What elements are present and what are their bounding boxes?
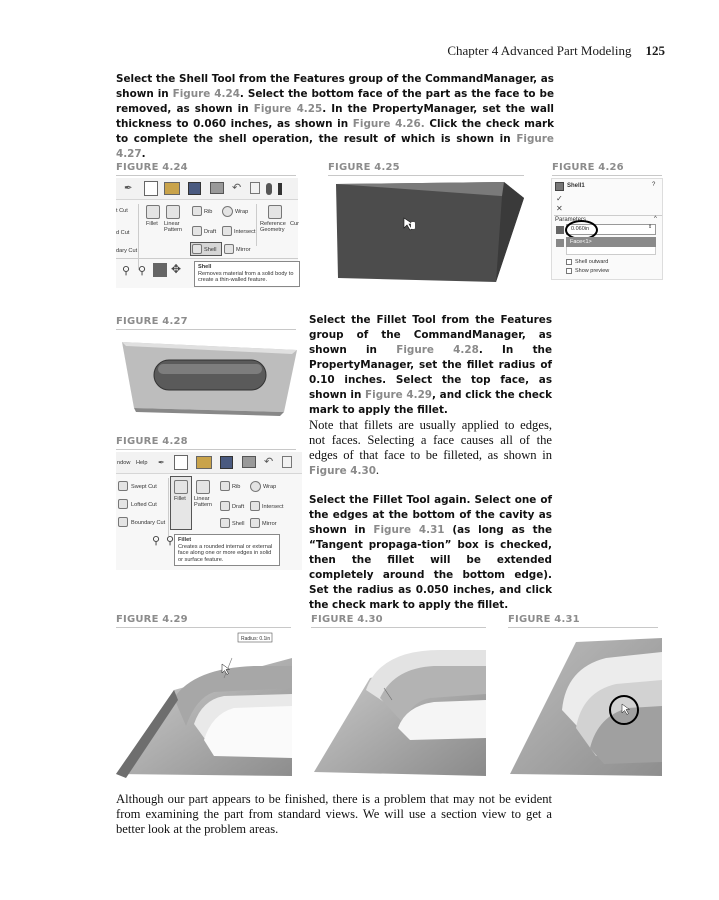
shell-outward-label: Shell outward (575, 259, 609, 265)
paragraph-fillet-note: Note that fillets are usually applied to edges, not faces. Selecting a face causes all of the edges of that face to be filleted, as shown in Figure 4.30. (309, 418, 552, 477)
list-space (566, 247, 656, 255)
tooltip-text: Removes material from a solid body to create a thin-walled feature. (198, 270, 294, 283)
fillet-tooltip (174, 534, 280, 566)
pan-icon[interactable]: ✥ (171, 262, 182, 276)
reference-geometry-icon[interactable] (268, 205, 282, 219)
intersect-label: Intersect (262, 504, 284, 510)
fillet-icon (174, 480, 188, 494)
wrap-icon[interactable] (250, 481, 261, 492)
boundary-cut-label: Boundary Cut (131, 520, 166, 526)
figure-ref[interactable]: Figure 4.26. (352, 118, 425, 130)
separator (138, 204, 139, 270)
select-icon[interactable] (250, 182, 260, 194)
intersect-label: Intersect (234, 229, 256, 235)
figure-caption-4-26: FIGURE 4.26 (552, 162, 624, 173)
zoom-area-icon[interactable]: ⚲ (166, 535, 175, 547)
undo-icon[interactable]: ↶ (264, 456, 274, 468)
shell-icon[interactable] (220, 518, 230, 528)
figure-ref[interactable]: Figure 4.31 (373, 524, 445, 536)
mirror-label: Mirror (236, 247, 251, 253)
figure-ref[interactable]: Figure 4.28 (396, 344, 479, 356)
help-menu[interactable]: Help (136, 460, 148, 466)
radius-callout-text: Radius: 0.1in (241, 636, 271, 642)
zoom-area-icon[interactable]: ⚲ (138, 265, 147, 277)
collapse-chevron-icon[interactable]: ^ (654, 216, 657, 222)
cancel-x-icon[interactable]: ✕ (556, 204, 563, 213)
tooltip-title: Fillet (178, 537, 192, 543)
draft-label: Draft (204, 229, 217, 235)
figure-caption-4-31: FIGURE 4.31 (508, 614, 580, 625)
feature-title: Shell1 (567, 183, 585, 189)
mirror-icon[interactable] (250, 518, 260, 528)
figure-caption-4-27: FIGURE 4.27 (116, 316, 188, 327)
wrap-label: Wrap (263, 484, 277, 490)
show-preview-label: Show preview (575, 268, 610, 274)
separator (116, 258, 298, 259)
figure-caption-4-30: FIGURE 4.30 (311, 614, 383, 625)
pin-icon: ✒ (158, 458, 165, 467)
fillet-label: Fillet (146, 221, 158, 227)
command-label: dary Cut (116, 248, 138, 254)
figure-caption-4-25: FIGURE 4.25 (328, 162, 400, 173)
draft-icon[interactable] (192, 226, 202, 236)
curves-label: Cur (290, 221, 300, 227)
separator (168, 478, 169, 536)
swept-cut-label: Swept Cut (131, 484, 157, 490)
rib-icon[interactable] (192, 206, 202, 216)
figure-4-29-select-top-face (114, 628, 294, 778)
linear-pattern-icon[interactable] (166, 205, 180, 219)
page-number: 125 (645, 43, 665, 58)
pin-icon: ✒ (124, 183, 133, 194)
separator (554, 215, 662, 216)
open-folder-icon[interactable] (196, 456, 212, 469)
show-preview-checkbox[interactable] (566, 268, 572, 274)
faces-to-remove-icon (556, 239, 564, 247)
linear-pattern-label: Linear Pattern (194, 496, 213, 508)
face-selection-icon (411, 222, 415, 229)
select-icon[interactable] (282, 456, 292, 468)
spin-arrows-icon[interactable]: ⇕ (648, 224, 653, 230)
figure-4-31-select-cavity-edge (506, 628, 666, 778)
shell-feature-icon (555, 182, 564, 191)
figure-4-25-part-bottom-face (326, 176, 526, 286)
shell-tooltip (194, 261, 300, 287)
figure-ref[interactable]: Figure 4.29 (365, 389, 433, 401)
options-icon[interactable] (278, 183, 282, 195)
draft-icon[interactable] (220, 501, 230, 511)
shell-icon (192, 244, 202, 254)
ok-checkmark-icon[interactable]: ✓ (556, 194, 563, 203)
fillet-icon[interactable] (146, 205, 160, 219)
zoom-icon[interactable]: ⚲ (152, 535, 161, 547)
figure-rule (116, 175, 296, 176)
shell-outward-checkbox[interactable] (566, 259, 572, 265)
open-folder-icon[interactable] (164, 182, 180, 195)
paragraph-fillet-instructions: Select the Fillet Tool from the Features group of the CommandManager, as shown in Figure 4.28. In the PropertyManager, set the fillet radius of 0.10 inches. Select the top face, as shown in Figure 4.29, and click the check mark to apply the fillet. (309, 314, 553, 416)
new-document-icon[interactable] (174, 455, 188, 470)
swept-cut-icon[interactable] (118, 481, 128, 491)
undo-icon[interactable]: ↶ (232, 182, 242, 194)
figure-caption-4-28: FIGURE 4.28 (116, 436, 188, 447)
figure-4-27-shelled-part (112, 330, 302, 420)
paragraph-fillet-again-instructions: Select the Fillet Tool again. Select one of the edges at the bottom of the cavity as shown in Figure 4.31 (as long as the “Tangent propaga-tion” box is checked, then the fillet will be extended completely around the bottom edge). Set the radius as 0.050 inches, and click the check mark to apply the fillet. (309, 494, 553, 611)
wrap-icon[interactable] (222, 206, 233, 217)
print-icon[interactable] (210, 182, 224, 194)
figure-ref[interactable]: Figure 4.24 (172, 88, 240, 100)
figure-rule (552, 175, 662, 176)
rebuild-icon[interactable] (266, 183, 272, 195)
mirror-icon[interactable] (224, 244, 234, 254)
part-bottom-face (336, 182, 524, 282)
rib-icon[interactable] (220, 481, 230, 491)
zoom-icon[interactable]: ⚲ (122, 265, 131, 277)
draft-label: Draft (232, 504, 245, 510)
shell-label: Shell (232, 521, 245, 527)
thickness-icon (556, 226, 564, 234)
linear-pattern-label: Linear Pattern (164, 221, 183, 233)
parameters-heading: Parameters (555, 217, 587, 223)
paragraph-shell-instructions: Select the Shell Tool from the Features group of the CommandManager, as shown in Figure 4.24. Select the bottom face of the part as the face to be removed, as shown in Figure 4.25. In the PropertyManager, set the wall thickness to 0.060 inches, as shown in Figure 4.26. Click the check mark to complete the shell operation, the result of which is shown in Figure 4.27. (116, 73, 555, 160)
face-list-item[interactable]: Face<1> (570, 239, 592, 245)
figure-caption-4-24: FIGURE 4.24 (116, 162, 188, 173)
rib-label: Rib (204, 209, 213, 215)
separator (256, 204, 257, 246)
lofted-cut-icon[interactable] (118, 499, 128, 509)
lofted-cut-label: Lofted Cut (131, 502, 157, 508)
save-icon[interactable] (188, 182, 201, 195)
figure-4-28-toolbar-screenshot (116, 452, 302, 570)
save-icon[interactable] (220, 456, 233, 469)
previous-view-icon[interactable] (153, 263, 167, 277)
figure-4-30-filleted-part (310, 628, 488, 778)
help-icon[interactable]: ? (652, 182, 656, 188)
mirror-label: Mirror (262, 521, 277, 527)
figure-4-24-toolbar-screenshot (116, 178, 298, 288)
figure-rule (116, 449, 296, 450)
command-label: t Cut (116, 208, 128, 214)
thickness-value: 0.060in (571, 226, 590, 232)
figure-4-26-propertymanager (551, 178, 663, 280)
boundary-cut-icon[interactable] (118, 517, 128, 527)
tooltip-title: Shell (198, 264, 212, 270)
figure-ref[interactable]: Figure 4.30 (309, 465, 376, 477)
figure-ref[interactable]: Figure 4.25 (253, 103, 323, 115)
figure-ref[interactable]: Figure 4.27 (116, 133, 554, 160)
print-icon[interactable] (242, 456, 256, 468)
intersect-icon[interactable] (222, 226, 232, 236)
linear-pattern-icon[interactable] (196, 480, 210, 494)
tooltip-text: Creates a rounded internal or external face along one or more edges in solid or surface feature. (178, 543, 273, 563)
wrap-label: Wrap (235, 209, 249, 215)
command-label: d Cut (116, 230, 130, 236)
new-document-icon[interactable] (144, 181, 158, 196)
rib-label: Rib (232, 484, 241, 490)
fillet-label: Fillet (174, 496, 186, 502)
running-head (447, 43, 665, 59)
intersect-icon[interactable] (250, 501, 260, 511)
paragraph-section-view-intro: Although our part appears to be finished, there is a problem that may not be evident from examining the part from standard views. We will use a section view to get a better look at the problem areas. (116, 792, 552, 836)
figure-caption-4-29: FIGURE 4.29 (116, 614, 188, 625)
window-menu[interactable]: ndow (117, 460, 131, 466)
cavity-inner-highlight (158, 364, 262, 374)
reference-geometry-label: Reference Geometry (260, 221, 286, 233)
shell-label: Shell (204, 247, 217, 253)
chapter-title: Chapter 4 Advanced Part Modeling (447, 43, 632, 58)
